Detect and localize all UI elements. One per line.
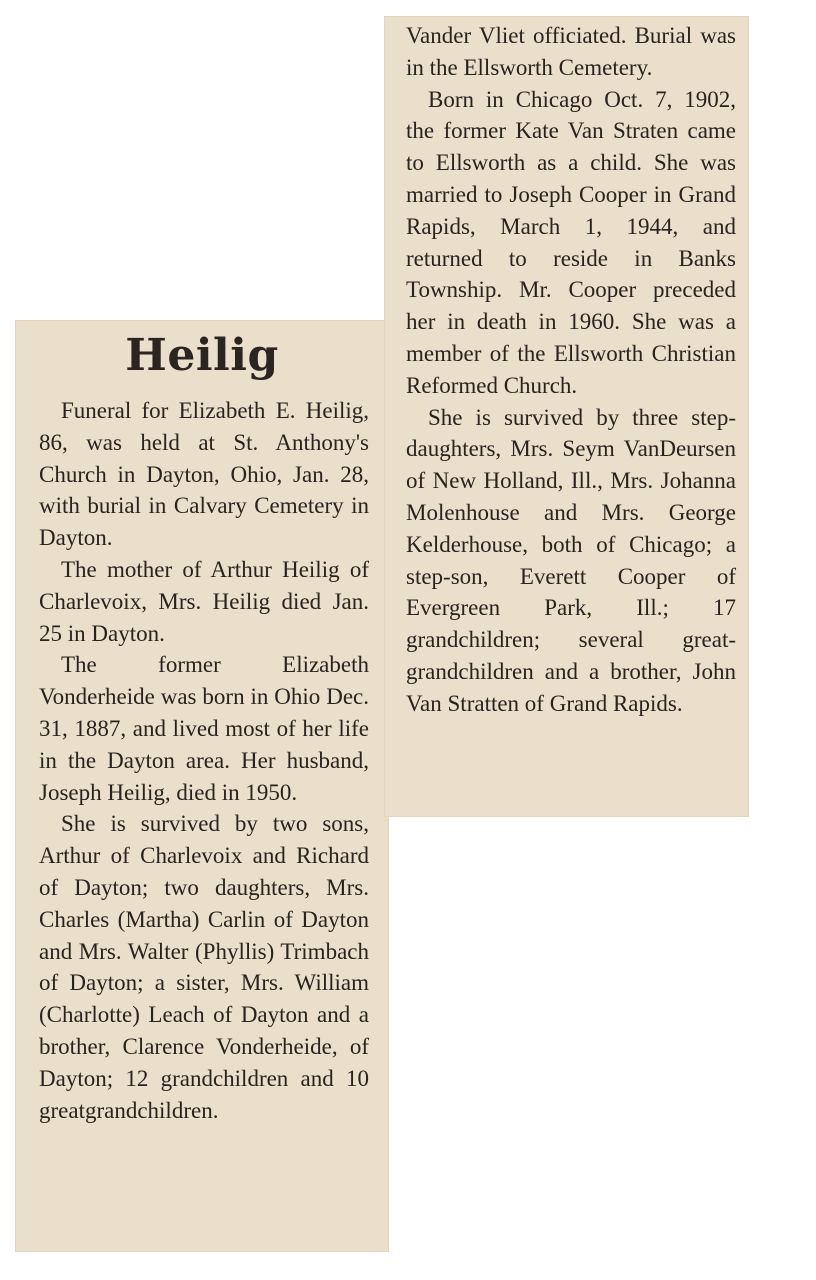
heilig-obituary-clipping [15, 320, 389, 1252]
obituary-paragraph: Vander Vliet officiated. Burial was in the Ellsworth Cemetery. [406, 23, 736, 80]
cooper-obituary-clipping [384, 16, 749, 817]
obituary-paragraph: She is survived by two sons, Arthur of Charlevoix and Richard of Dayton; two daughters, Mrs. Charles (Martha) Carlin of Dayton and Mrs. Walter (Phyllis) Trimbach of Dayton; a sister, Mrs. William (Charlotte) Leach of Dayton and a brother, Clarence Vonderheide, of Dayton; 12 grandchildren and 10 greatgrandchildren. [39, 811, 369, 1123]
obituary-headline: Heilig [125, 330, 279, 381]
obituary-paragraph: The former Elizabeth Vonderheide was born in Ohio Dec. 31, 1887, and lived most of her life in the Dayton area. Her husband, Joseph Heilig, died in 1950. [39, 652, 369, 805]
obituary-body-continued [406, 20, 736, 720]
obituary-paragraph: The mother of Arthur Heilig of Charlevoix, Mrs. Heilig died Jan. 25 in Dayton. [39, 556, 369, 646]
obituary-paragraph: Born in Chicago Oct. 7, 1902, the former Kate Van Straten came to Ellsworth as a child. She was married to Joseph Cooper in Grand Rapids, March 1, 1944, and returned to reside in Banks Township. Mr. Cooper preceded her in death in 1960. She was a member of the Ellsworth Christian Reformed Church. [406, 86, 736, 398]
obituary-body [39, 395, 369, 1126]
obituary-paragraph: She is survived by three step-daughters, Mrs. Seym VanDeursen of New Holland, Ill., Mrs. Johanna Molenhouse and Mrs. George Kelderhouse, both of Chicago; a step-son, Everett Cooper of Evergreen Park, Ill.; 17 grandchildren; several great-grandchildren and a brother, John Van Stratten of Grand Rapids. [406, 404, 736, 716]
obituary-paragraph: Funeral for Elizabeth E. Heilig, 86, was held at St. Anthony's Church in Dayton, Ohio, Jan. 28, with burial in Calvary Cemetery in Dayton. [39, 398, 369, 551]
